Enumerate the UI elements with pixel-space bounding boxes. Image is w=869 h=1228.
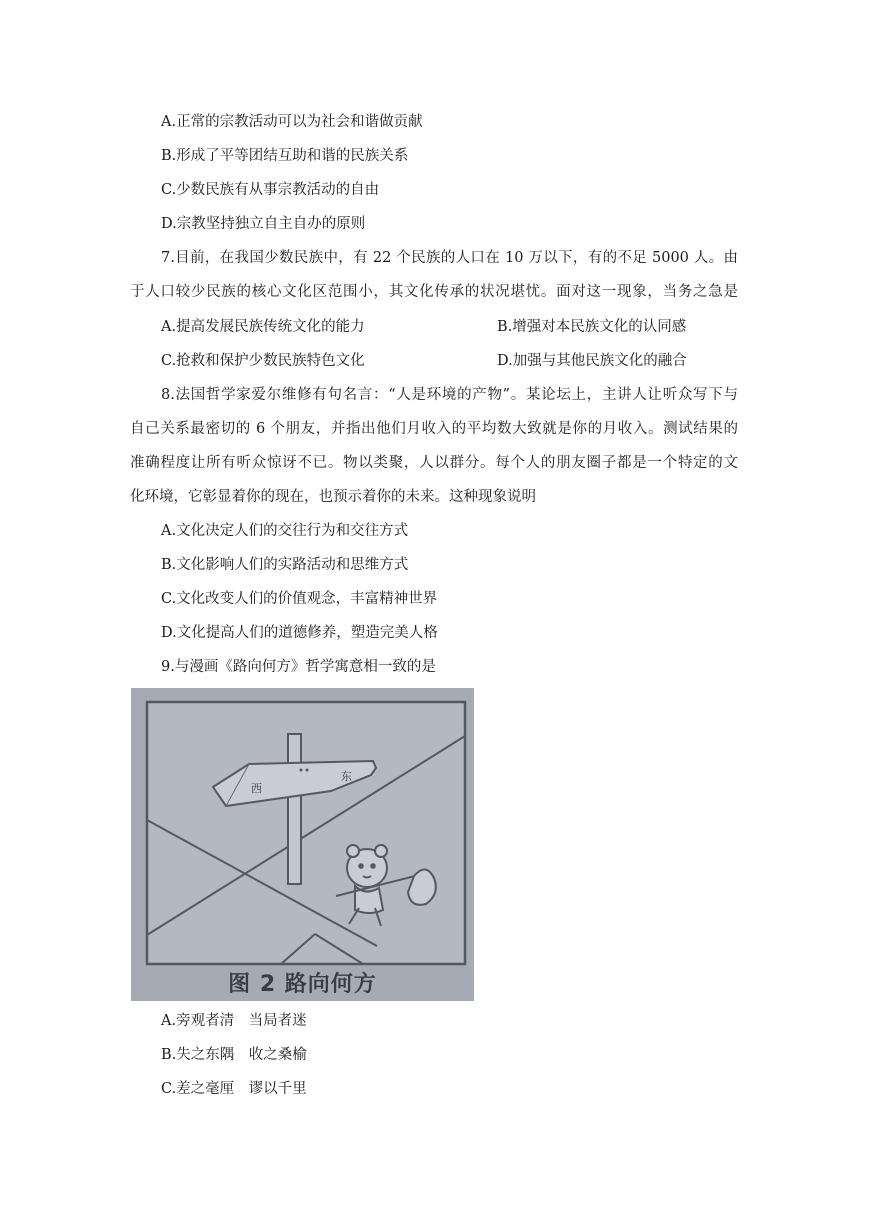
q6-option-a: A.正常的宗教活动可以为社会和谐做贡献 bbox=[161, 114, 423, 130]
q7-option-b: B.增强对本民族文化的认同感 bbox=[497, 319, 687, 335]
q7-option-c: C.抢救和保护少数民族特色文化 bbox=[161, 353, 365, 369]
q8-stem-line-3: 准确程度让所有听众惊讶不已。物以类聚，人以群分。每个人的朋友圈子都是一个特定的文 bbox=[130, 455, 738, 471]
q9-option-c: C.差之毫厘 谬以千里 bbox=[161, 1081, 307, 1097]
q9-stem: 9.与漫画《路向何方》哲学寓意相一致的是 bbox=[161, 659, 436, 675]
q8-option-a: A.文化决定人们的交往行为和交往方式 bbox=[161, 523, 409, 539]
sign-right-text: 东 bbox=[341, 770, 352, 783]
figure-caption: 图 2 路向何方 bbox=[228, 972, 377, 997]
q6-option-d: D.宗教坚持独立自主自办的原则 bbox=[161, 216, 366, 232]
cartoon-figure bbox=[131, 688, 474, 1001]
q9-option-a: A.旁观者清 当局者迷 bbox=[161, 1013, 307, 1029]
q7-stem-line-2: 于人口较少民族的核心文化区范围小，其文化传承的状况堪忧。面对这一现象，当务之急是 bbox=[130, 284, 738, 300]
q8-option-d: D.文化提高人们的道德修养，塑造完美人格 bbox=[161, 625, 438, 641]
q8-stem-line-4: 化环境，它彰显着你的现在，也预示着你的未来。这种现象说明 bbox=[130, 489, 536, 505]
q8-option-b: B.文化影响人们的实路活动和思维方式 bbox=[161, 557, 409, 573]
q8-option-c: C.文化改变人们的价值观念，丰富精神世界 bbox=[161, 591, 438, 607]
sign-left-text: 西 bbox=[251, 782, 262, 795]
q7-option-a: A.提高发展民族传统文化的能力 bbox=[161, 319, 365, 335]
q7-stem-line-1: 7.目前，在我国少数民族中，有 22 个民族的人口在 10 万以下，有的不足 5000 人。由 bbox=[161, 250, 738, 266]
q7-option-d: D.加强与其他民族文化的融合 bbox=[497, 353, 687, 369]
q9-option-b: B.失之东隅 收之桑榆 bbox=[161, 1047, 307, 1063]
q6-option-c: C.少数民族有从事宗教活动的自由 bbox=[161, 182, 380, 198]
cartoon-drawing bbox=[131, 688, 474, 1001]
q8-stem-line-1: 8.法国哲学家爱尔维修有句名言：“人是环境的产物”。某论坛上，主讲人让听众写下与 bbox=[161, 387, 738, 403]
q8-stem-line-2: 自己关系最密切的 6 个朋友，并指出他们月收入的平均数大致就是你的月收入。测试结果的 bbox=[130, 421, 738, 437]
q6-option-b: B.形成了平等团结互助和谐的民族关系 bbox=[161, 148, 409, 164]
